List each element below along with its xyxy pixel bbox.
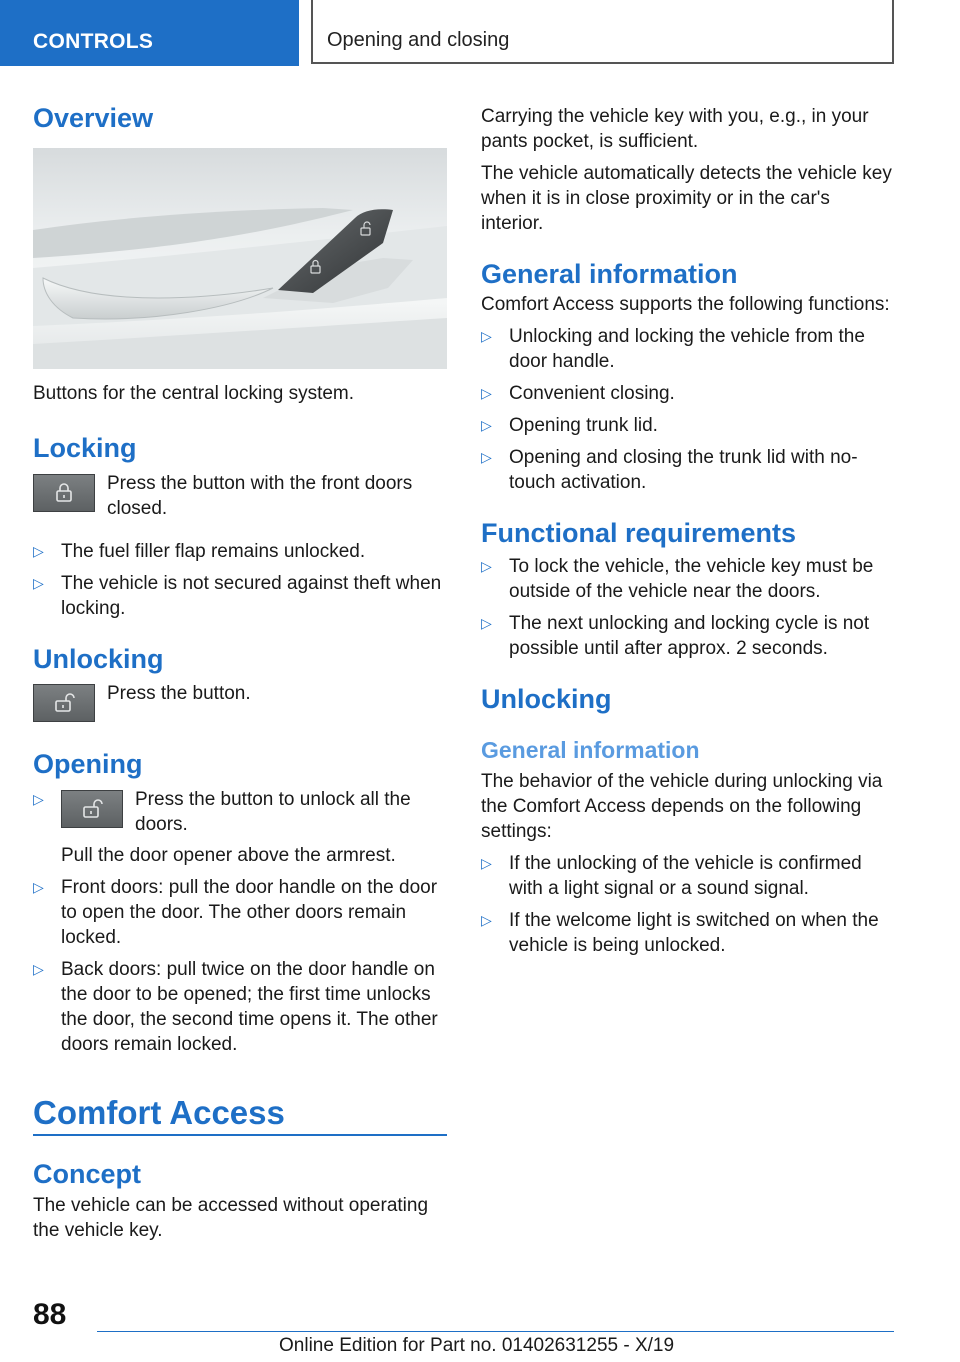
locking-heading: Locking: [33, 433, 137, 464]
concept-text: The vehicle can be accessed without operating the vehicle key.: [33, 1194, 429, 1241]
list-item: ▷ Opening and closing the trunk lid with no-touch activation.: [481, 447, 858, 494]
bullet-triangle-icon: ▷: [481, 449, 492, 466]
bullet-triangle-icon: ▷: [481, 854, 492, 871]
bullet-triangle-icon: ▷: [481, 911, 492, 928]
bullet-triangle-icon: ▷: [33, 878, 44, 895]
bullet-triangle-icon: ▷: [33, 574, 44, 591]
opening-heading: Opening: [33, 749, 143, 780]
opening-sub-instruction: Pull the door opener above the armrest.: [61, 844, 396, 866]
list-item: ▷ If the unlocking of the vehicle is confirmed with a light signal or a sound signal.: [481, 852, 862, 899]
unlocking-settings-list: [481, 851, 897, 958]
footer-edition: Online Edition for Part no. 01402631255 - X/19: [279, 1335, 675, 1356]
opening-instruction: Press the button to unlock all the doors.: [135, 788, 411, 835]
footer-rule: [97, 1331, 894, 1332]
list-item: ▷ The next unlocking and locking cycle is not possible until after approx. 2 seconds.: [481, 612, 870, 659]
opening-steps: [33, 787, 449, 1057]
bullet-triangle-icon: ▷: [481, 417, 492, 434]
list-item: [33, 787, 449, 868]
general-information-heading: General information: [481, 259, 738, 289]
bullet-triangle-icon: ▷: [481, 614, 492, 631]
overview-heading: Overview: [33, 103, 154, 133]
unlocking-heading: Unlocking: [33, 643, 164, 674]
section-label: CONTROLS: [33, 30, 154, 53]
bullet-triangle-icon: ▷: [33, 542, 44, 559]
left-column: [33, 96, 449, 1243]
page-number: 88: [33, 1298, 67, 1331]
list-item: ▷ Unlocking and locking the vehicle from the door handle.: [481, 326, 865, 373]
door-handle-photo: [33, 148, 447, 369]
chapter-header: [311, 0, 894, 64]
list-item: ▷ Front doors: pull the door handle on the door to open the door. The other doors remain locked.: [33, 876, 438, 948]
lock-open-icon: [33, 684, 95, 722]
functions-list: [481, 324, 897, 495]
list-item: ▷ To lock the vehicle, the vehicle key must be outside of the vehicle near the doors.: [481, 555, 874, 602]
comfort-access-heading: Comfort Access: [33, 1093, 285, 1131]
bullet-triangle-icon: ▷: [481, 557, 492, 574]
functional-requirements-heading: Functional requirements: [481, 518, 797, 549]
list-item: ▷ Opening trunk lid.: [481, 415, 658, 437]
unlocking-comfort-heading: Unlocking: [481, 683, 612, 714]
chapter-label: Opening and closing: [327, 29, 510, 51]
list-item: ▷ Back doors: pull twice on the door handle on the door to be opened; the first time unlocks the door, the second time opens it. The other doors remain locked.: [33, 958, 438, 1055]
bullet-triangle-icon: ▷: [481, 385, 492, 402]
lock-open-icon: [61, 790, 123, 828]
list-item: ▷ The vehicle is not secured against theft when locking.: [33, 572, 442, 619]
intro-paragraph-1: Carrying the vehicle key with you, e.g., in your pants pocket, is sufficient.: [481, 106, 869, 152]
right-column: [481, 104, 897, 958]
door-handle-illustration: [33, 148, 447, 369]
unlocking-general-subheading: General information: [481, 737, 700, 764]
list-item: ▷ Convenient closing.: [481, 383, 675, 405]
requirements-list: [481, 554, 897, 661]
bullet-triangle-icon: ▷: [481, 328, 492, 345]
concept-heading: Concept: [33, 1159, 141, 1190]
lock-closed-icon: [33, 474, 95, 512]
locking-notes: [33, 539, 449, 621]
general-information-text: Comfort Access supports the following functions:: [481, 294, 890, 316]
section-tab: [0, 0, 299, 66]
list-item: ▷ If the welcome light is switched on when the vehicle is being unlocked.: [481, 909, 879, 956]
list-item: ▷ The fuel filler flap remains unlocked.: [33, 540, 366, 562]
unlocking-general-text: The behavior of the vehicle during unlocking via the Comfort Access depends on the following settings:: [481, 770, 883, 842]
bullet-triangle-icon: ▷: [33, 790, 44, 807]
unlocking-instruction: Press the button.: [107, 683, 251, 705]
bullet-triangle-icon: ▷: [33, 960, 44, 977]
photo-caption: Buttons for the central locking system.: [33, 383, 355, 405]
locking-instruction: Press the button with the front doors closed.: [107, 472, 413, 519]
section-rule: [33, 1134, 447, 1136]
intro-paragraph-2: The vehicle automatically detects the vehicle key when it is in close proximity or in the car's interior.: [481, 163, 892, 234]
